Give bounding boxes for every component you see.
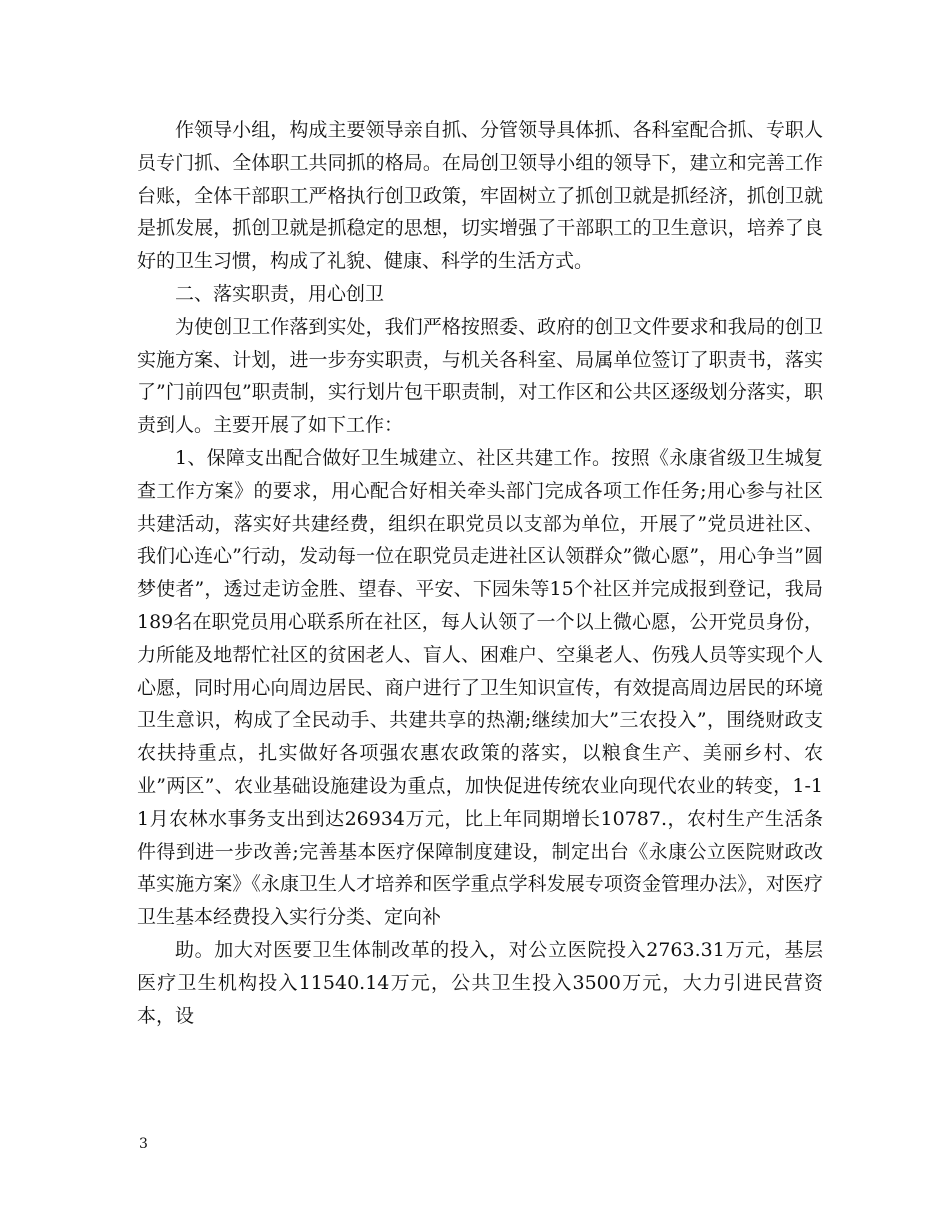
paragraph-work-item-1: 1、保障支出配合做好卫生城建立、社区共建工作。按照《永康省级卫生城复查工作方案》的要求，用心配合好相关牵头部门完成各项工作任务;用心参与社区共建活动，落实好共建经费，组织在职党员以支部为单位，开展了”党员进社区、我们心连心”行动，发动每一位在职党员走进社区认领群众”微心愿”，用心争当”圆梦使者”，透过走访金胜、望春、平安、下园朱等15个社区并完成报到登记，我局189名在职党员用心联系所在社区，每人认领了一个以上微心愿，公开党员身份，力所能及地帮忙社区的贫困老人、盲人、困难户、空巢老人、伤残人员等实现个人心愿，同时用心向周边居民、商户进行了卫生知识宣传，有效提高周边居民的环境卫生意识，构成了全民动手、共建共享的热潮;继续加大”三农投入”，围绕财政支农扶持重点，扎实做好各项强农惠农政策的落实，以粮食生产、美丽乡村、农业”两区”、农业基础设施建设为重点，加快促进传统农业向现代农业的转变，1-11月农林水事务支出到达26934万元，比上年同期增长10787.，农村生产生活条件得到进一步改善;完善基本医疗保障制度建设，制定出台《永康公立医院财政改革实施方案》《永康卫生人才培养和医学重点学科发展专项资金管理办法》，对医疗卫生基本经费投入实行分类、定向补 <box>137 446 823 929</box>
body-text <box>137 114 823 1032</box>
paragraph-health-reform: 助。加大对医要卫生体制改革的投入，对公立医院投入2763.31万元，基层医疗卫生机构投入11540.14万元，公共卫生投入3500万元，大力引进民营资本，设 <box>137 938 823 1027</box>
section-heading-2: 二、落实职责，用心创卫 <box>175 282 385 305</box>
paragraph-responsibilities: 为使创卫工作落到实处，我们严格按照委、政府的创卫文件要求和我局的创卫实施方案、计划，进一步夯实职责，与机关各科室、局属单位签订了职责书，落实了”门前四包”职责制，实行划片包干职责制，对工作区和公共区逐级划分落实，职责到人。主要开展了如下工作： <box>137 315 823 437</box>
page-number: 3 <box>139 1136 148 1152</box>
paragraph-leadership-group: 作领导小组，构成主要领导亲自抓、分管领导具体抓、各科室配合抓、专职人员专门抓、全体职工共同抓的格局。在局创卫领导小组的领导下，建立和完善工作台账，全体干部职工严格执行创卫政策，牢固树立了抓创卫就是抓经济，抓创卫就是抓发展，抓创卫就是抓稳定的思想，切实增强了干部职工的卫生意识，培养了良好的卫生习惯，构成了礼貌、健康、科学的生活方式。 <box>137 119 823 273</box>
